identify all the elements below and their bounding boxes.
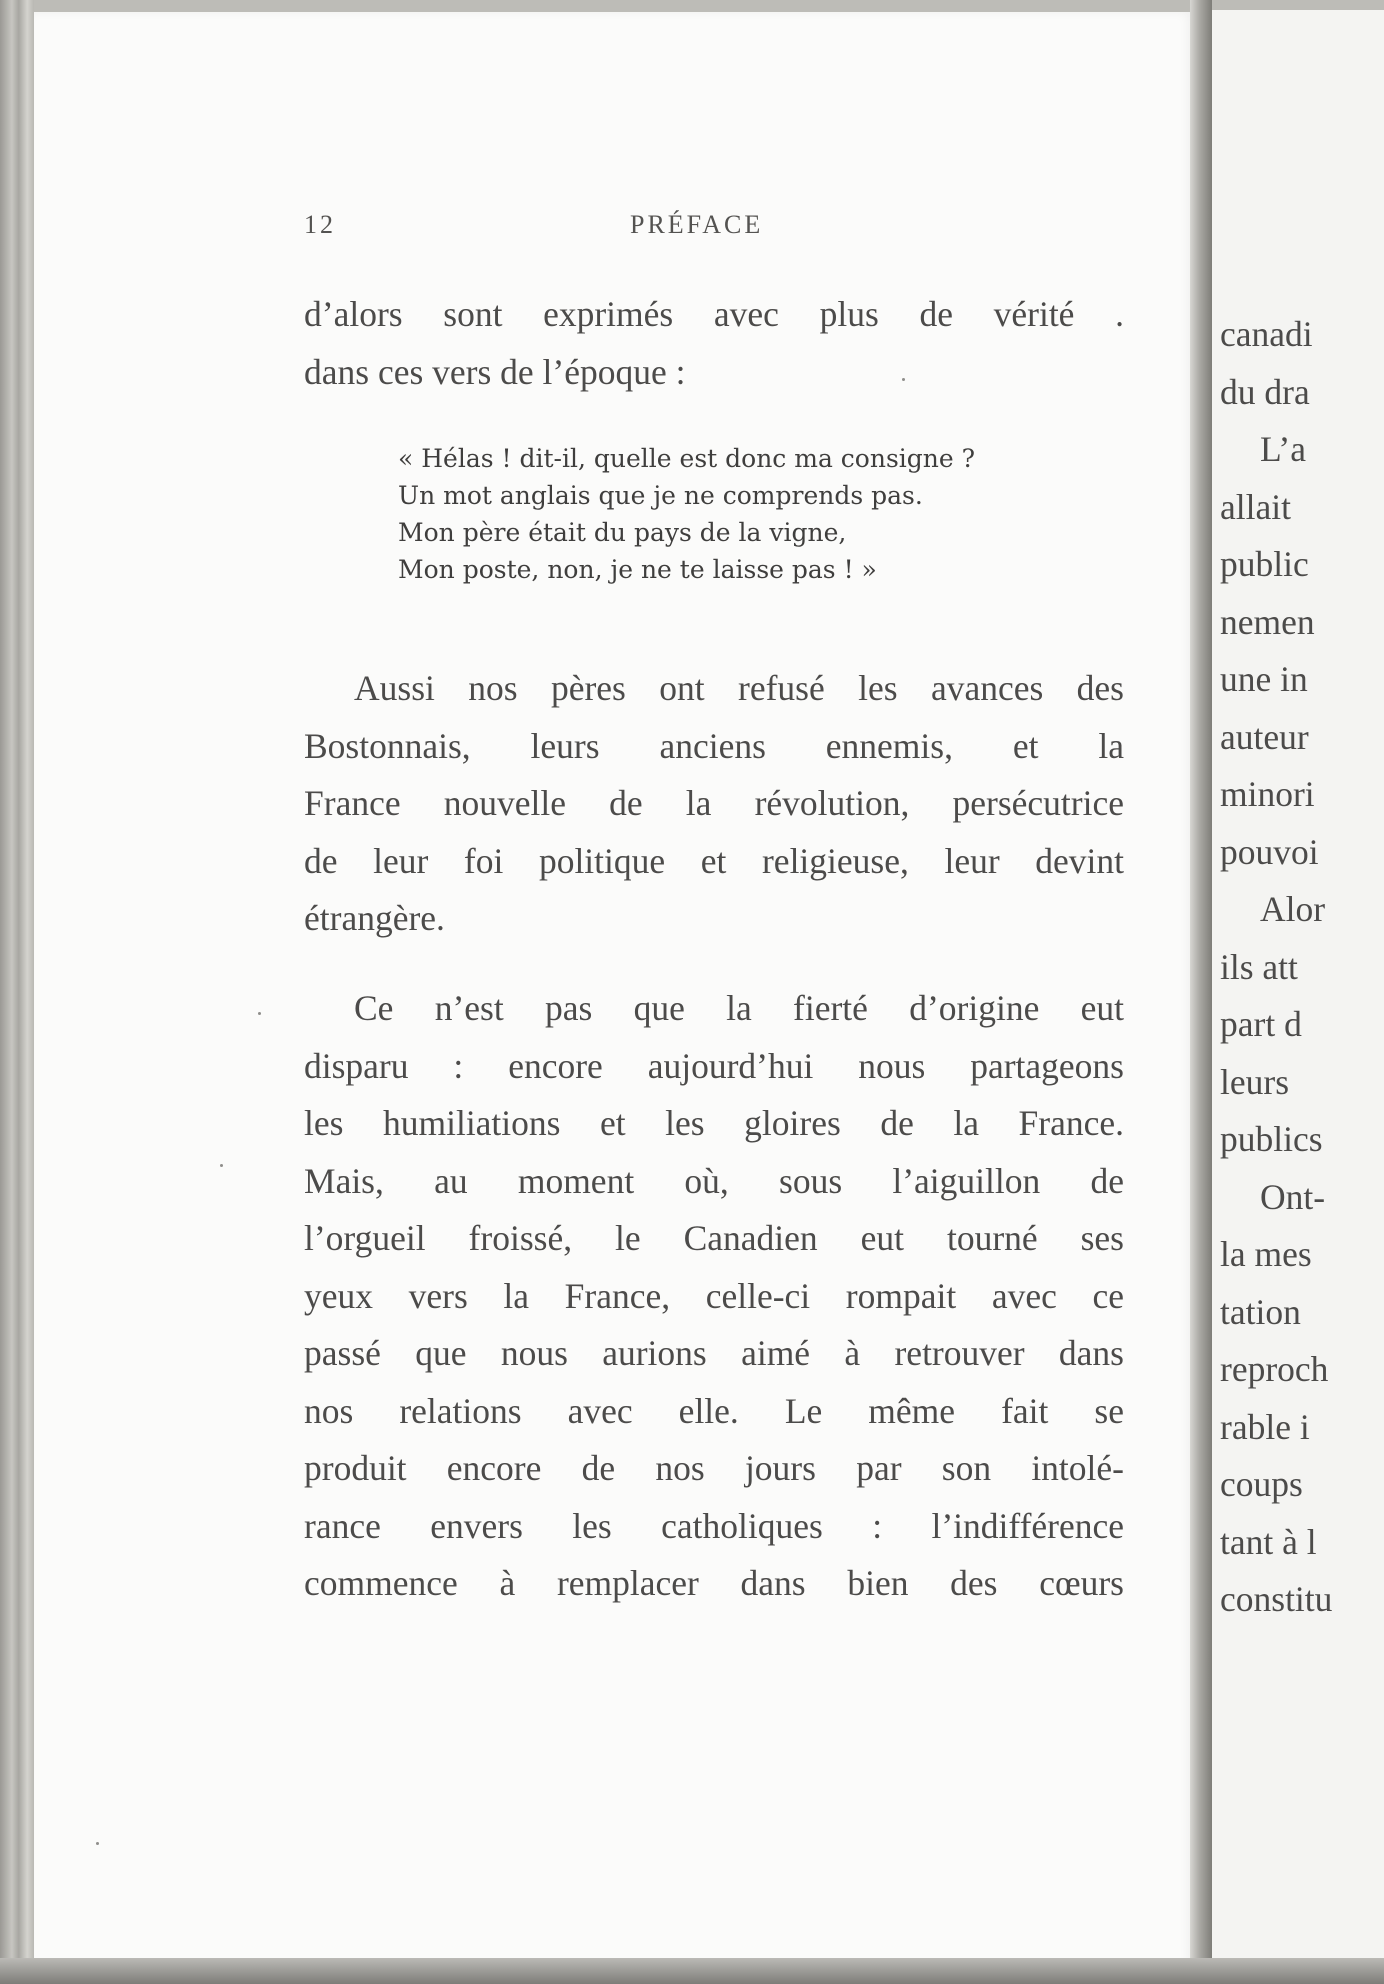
text-line: minori: [1220, 774, 1315, 814]
text-line: canadi: [1220, 314, 1313, 354]
text-line: pouvoi: [1220, 831, 1319, 872]
text-line: une in: [1220, 659, 1308, 699]
text-line: yeux vers la France, celle-ci rompait avec ce: [304, 1275, 1124, 1316]
text-line: leurs: [1220, 1061, 1290, 1102]
verse-quotation: [398, 440, 1038, 588]
verse-line: Un mot anglais que je ne comprends pas.: [398, 481, 923, 510]
text-line: constitu: [1220, 1579, 1333, 1619]
paper-speck: [96, 1842, 99, 1845]
text-line: produit encore de nos jours par son intolé-: [304, 1448, 1124, 1488]
text-line: commence à remplacer dans bien des cœurs: [304, 1563, 1124, 1603]
text-line: France nouvelle de la révolution, persécutrice: [304, 783, 1124, 823]
text-line: Ce n’est pas que la fierté d’origine eut: [354, 988, 1124, 1028]
text-line: rable i: [1220, 1406, 1310, 1447]
text-line: part d: [1220, 1004, 1302, 1044]
text-line: de leur foi politique et religieuse, leur devint: [304, 840, 1124, 881]
text-line: nemen: [1220, 601, 1315, 642]
text-line: disparu : encore aujourd’hui nous partageons: [304, 1045, 1124, 1086]
text-line: l’orgueil froissé, le Canadien eut tourné ses: [304, 1218, 1124, 1258]
text-line: Mais, au moment où, sous l’aiguillon de: [304, 1160, 1124, 1201]
text-line: rance envers les catholiques : l’indifférence: [304, 1505, 1124, 1546]
running-head: PRÉFACE: [630, 210, 764, 239]
verse-line: Mon père était du pays de la vigne,: [398, 518, 847, 547]
text-line: Aussi nos pères ont refusé les avances des: [354, 668, 1124, 708]
text-line: les humiliations et les gloires de la France.: [304, 1103, 1124, 1143]
text-line: coups: [1220, 1464, 1303, 1504]
paragraph-continuation: [304, 286, 1124, 401]
text-line: publics: [1220, 1119, 1323, 1159]
text-line: Bostonnais, leurs anciens ennemis, et la: [304, 725, 1124, 766]
paper-speck: [258, 1012, 261, 1015]
text-line: tant à l: [1220, 1521, 1317, 1562]
paper-speck: [902, 378, 905, 381]
text-line: L’a: [1260, 429, 1307, 469]
text-line: passé que nous aurions aimé à retrouver dans: [304, 1333, 1124, 1373]
page-header: [304, 210, 1164, 250]
text-line: d’alors sont exprimés avec plus de vérité .: [304, 294, 1124, 334]
page-edge-stack: [0, 0, 34, 1984]
right-page-text: [1220, 306, 1384, 1629]
page-number: 12: [304, 210, 336, 239]
text-line: nos relations avec elle. Le même fait se: [304, 1390, 1124, 1431]
text-line: Ont-: [1260, 1176, 1326, 1217]
scan-bottom-edge: [0, 1958, 1384, 1984]
text-line: ils att: [1220, 946, 1298, 987]
text-line: dans ces vers de l’époque :: [304, 351, 686, 392]
verse-line: « Hélas ! dit-il, quelle est donc ma consigne ?: [398, 444, 976, 473]
text-line: public: [1220, 544, 1309, 584]
text-line: étrangère.: [304, 898, 445, 938]
paragraph-aussi: [304, 660, 1124, 948]
text-line: la mes: [1220, 1234, 1312, 1274]
text-line: Alor: [1260, 889, 1326, 929]
verse-line: Mon poste, non, je ne te laisse pas ! »: [398, 555, 877, 584]
book-gutter: [1190, 0, 1212, 1984]
paper-speck: [220, 1164, 223, 1167]
text-line: auteur: [1220, 716, 1309, 757]
text-line: allait: [1220, 486, 1291, 527]
right-page-partial: [1212, 10, 1384, 1976]
text-line: tation: [1220, 1291, 1301, 1332]
text-line: reproch: [1220, 1349, 1329, 1389]
paragraph-ce-nest-pas: [304, 980, 1124, 1613]
text-line: du dra: [1220, 371, 1310, 412]
